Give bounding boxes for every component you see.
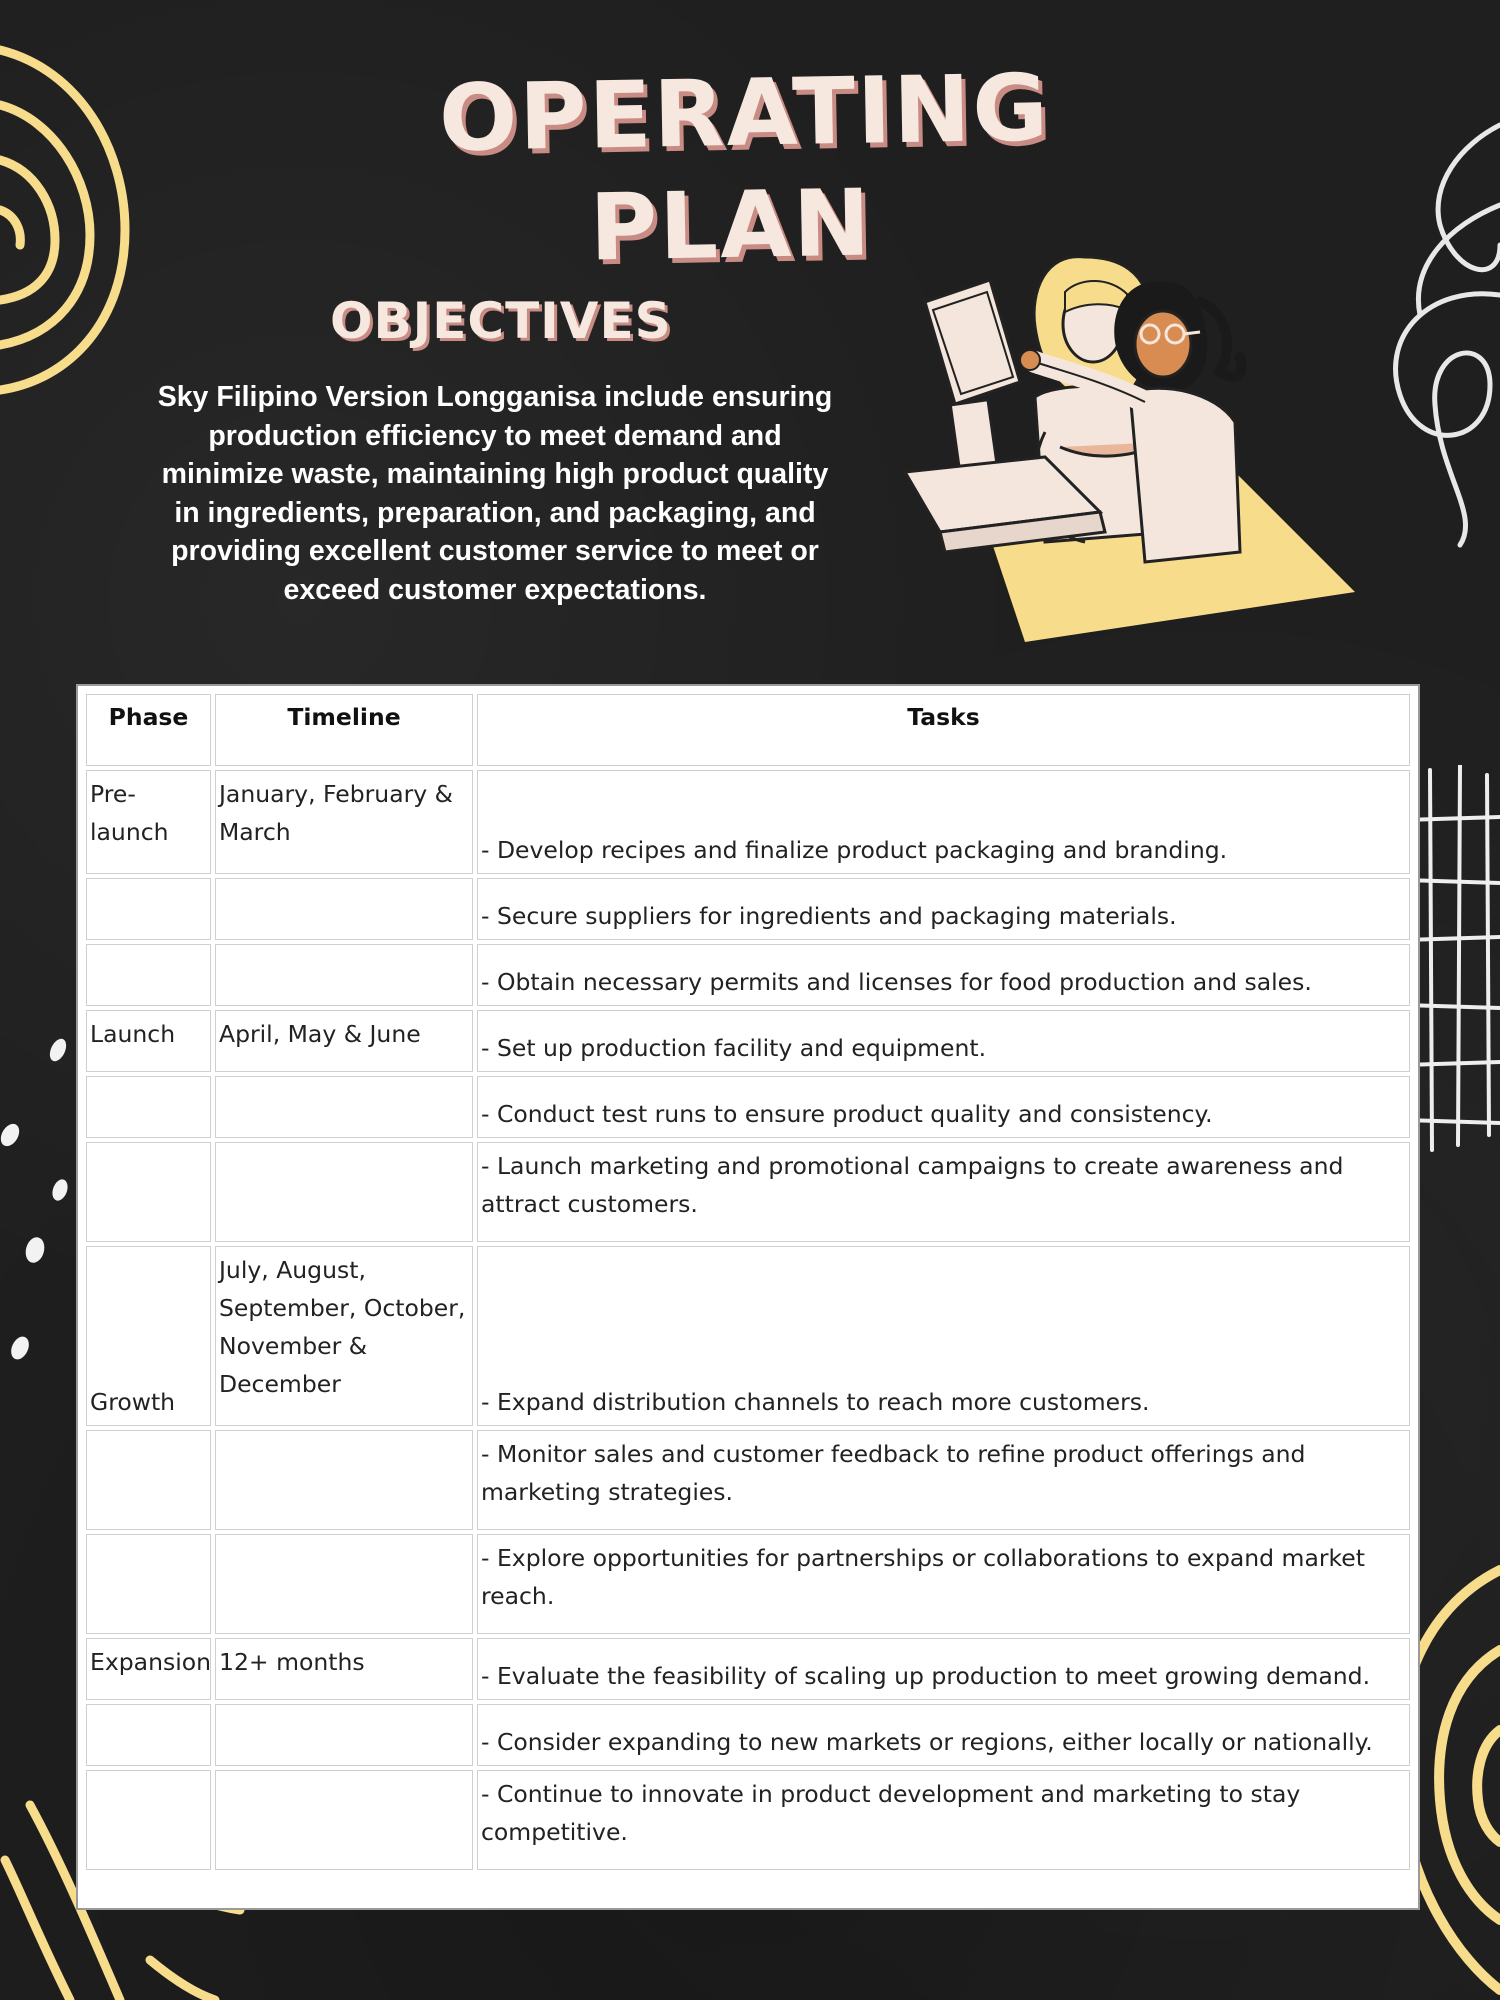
task-cell: - Monitor sales and customer feedback to refine product offerings and marketing strategies. [477, 1430, 1410, 1530]
table-row [86, 1430, 1410, 1530]
task-cell: - Set up production facility and equipment. [477, 1010, 1410, 1072]
phase-cell: Launch [86, 1010, 211, 1072]
phase-cell [86, 1142, 211, 1242]
header-tasks: Tasks [477, 694, 1410, 766]
page-title [438, 53, 1051, 287]
operating-plan-table [76, 684, 1420, 1910]
header-phase: Phase [86, 694, 211, 766]
table-row [86, 1010, 1410, 1072]
table-row [86, 770, 1410, 874]
timeline-cell [215, 1704, 473, 1766]
table-row [86, 1246, 1410, 1426]
timeline-cell: 12+ months [215, 1638, 473, 1700]
illustration-two-women-at-computer [895, 232, 1355, 652]
task-cell: - Secure suppliers for ingredients and packaging materials. [477, 878, 1410, 940]
phase-cell [86, 1534, 211, 1634]
task-cell: - Expand distribution channels to reach more customers. [477, 1246, 1410, 1426]
table-row [86, 1142, 1410, 1242]
table-row [86, 1770, 1410, 1870]
task-cell: - Develop recipes and finalize product packaging and branding. [477, 770, 1410, 874]
spiral-left-icon [0, 30, 140, 410]
task-cell: - Explore opportunities for partnerships or collaborations to expand market reach. [477, 1534, 1410, 1634]
phase-cell: Growth [86, 1246, 211, 1426]
phase-cell [86, 1076, 211, 1138]
timeline-cell: April, May & June [215, 1010, 473, 1072]
table-row [86, 1534, 1410, 1634]
timeline-cell [215, 944, 473, 1006]
objectives-text: Sky Filipino Version Longganisa include ensuring production efficiency to meet demand and minimize waste, maintaining high product quality in ingredients, preparation, and packaging, and providing excellent customer service to meet or exceed customer expectations. [157, 381, 833, 606]
timeline-cell [215, 1142, 473, 1242]
table-row [86, 944, 1410, 1006]
table-row [86, 1704, 1410, 1766]
title-line-1: OPERATING [438, 54, 1051, 173]
phase-cell [86, 1430, 211, 1530]
phase-cell: Expansion [86, 1638, 211, 1700]
task-cell: - Obtain necessary permits and licenses for food production and sales. [477, 944, 1410, 1006]
phase-cell [86, 878, 211, 940]
table-row [86, 1076, 1410, 1138]
table-row [86, 878, 1410, 940]
title-line-2: PLAN [588, 169, 874, 282]
objectives-heading: OBJECTIVES [330, 292, 672, 350]
timeline-cell: July, August, September, October, November & December [215, 1246, 473, 1426]
dots-left-icon [0, 1030, 80, 1370]
phase-cell [86, 1770, 211, 1870]
table-row [86, 1638, 1410, 1700]
table-header-row [86, 694, 1410, 766]
task-cell: - Launch marketing and promotional campaigns to create awareness and attract customers. [477, 1142, 1410, 1242]
timeline-cell [215, 1430, 473, 1530]
task-cell: - Continue to innovate in product development and marketing to stay competitive. [477, 1770, 1410, 1870]
timeline-cell [215, 1770, 473, 1870]
task-cell: - Evaluate the feasibility of scaling up production to meet growing demand. [477, 1638, 1410, 1700]
scribble-right-icon [1340, 115, 1500, 555]
plan-table [82, 690, 1414, 1874]
header-timeline: Timeline [215, 694, 473, 766]
phase-cell: Pre-launch [86, 770, 211, 874]
timeline-cell: January, February & March [215, 770, 473, 874]
task-cell: - Conduct test runs to ensure product quality and consistency. [477, 1076, 1410, 1138]
timeline-cell [215, 1534, 473, 1634]
timeline-cell [215, 878, 473, 940]
phase-cell [86, 1704, 211, 1766]
task-cell: - Consider expanding to new markets or regions, either locally or nationally. [477, 1704, 1410, 1766]
timeline-cell [215, 1076, 473, 1138]
phase-cell [86, 944, 211, 1006]
